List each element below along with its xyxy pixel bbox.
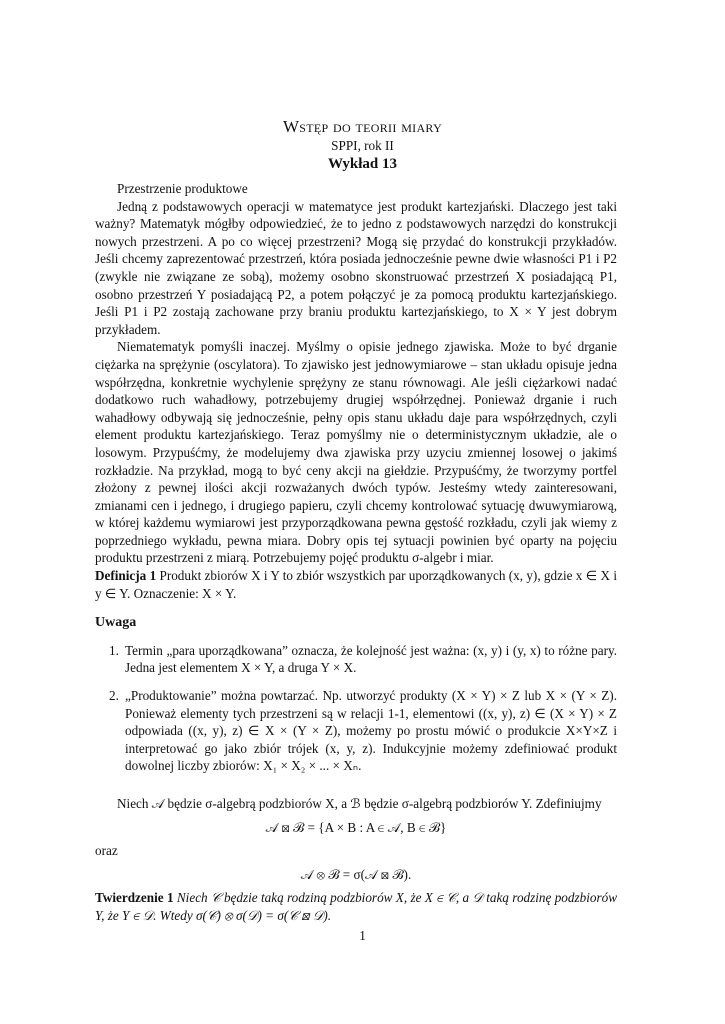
connector-text: oraz (95, 843, 118, 859)
body-text (95, 180, 617, 925)
list-item (95, 687, 617, 775)
remark-list (95, 642, 617, 775)
list-item-text: Termin „para uporządkowana” oznacza, że kolejność jest ważna: (x, y) i (y, x) to różne pary. Jedna jest elementem X × Y, a druga Y × X. (125, 642, 617, 676)
paragraph-non-mathematician: Niematematyk pomyśli inaczej. Myślmy o opisie jednego zjawiska. Może to być drganie ciężarka na sprężynie (oscylatora). To zjawisko jest jednowymiarowe – stan układu opisuje jedna współrzędna, konkretnie wychylenie sprężyny ze stanu równowagi. Ale jeśli ciężarkowi nadać dodatkowo ruch wahadłowy, potrzebujemy drugiej współrzędnej. Ponieważ drganie i ruch wahadłowy odbywają się jednocześnie, pełny opis stanu układu daje para współrzędnych, czyli element produktu kartezjańskiego. Teraz pomyślmy nie o deterministycznym układzie, ale o losowym. Przypuśćmy, że modelujemy dwa zjawiska przy uzyciu zmiennej losowej o jakimś rozkładzie. Na przykład, mogą to być ceny akcji na giełdzie. Przypuśćmy, że tworzymy portfel złożony z pewnej ilości akcji rozważanych dwóch typów. Jesteśmy wtedy zainteresowani, zmianami cen i jednego, i drugiego papieru, czyli chcemy kontrolować sytuację dwuwymiarową, w której każdemu wymiarowi jest przyporządkowana pewna gęstość rozkładu, czyli jak wiemy z poprzedniego wykładu, pewna miara. Dobry opis tej sytuacji powinien być oparty na pojęciu produktu przestrzeni z miarą. Potrzebujemy pojęć produktu σ-algebr i miar. (95, 339, 617, 566)
list-item-text: „Produktowanie” można powtarzać. Np. utworzyć produkty (X × Y) × Z lub X × (Y × Z). Ponieważ elementy tych przestrzeni są w relacji 1-1, elementowi ((x, y), z) ∈ (X × Y) × Z odpowiada ((x, y), z) ∈ X × (Y × Z), możemy po prostu mówić o produkcie X×Y×Z i interpretować go jako zbiór trójek (x, y, z). Indukcyjnie możemy zdefiniować produkt dowolnej liczby zbiorów: X₁ × X₂ × ... × Xₙ. (125, 688, 617, 774)
sigma-algebra-intro: Niech 𝒜 będzie σ-algebrą podzbiorów X, a ℬ będzie σ-algebrą podzbiorów Y. Zdefiniujmy (117, 796, 602, 811)
document-subtitle: SPPI, rok II (331, 138, 394, 153)
remark-heading: Uwaga (95, 615, 137, 631)
document-title: Wstęp do teorii miary (282, 117, 443, 136)
list-item (95, 642, 617, 677)
section-heading: Przestrzenie produktowe (117, 181, 248, 196)
theorem-label: Twierdzenie 1 (95, 890, 174, 906)
definition-1 (95, 567, 617, 602)
paragraph-cartesian-product: Jedną z podstawowych operacji w matematyce jest produkt kartezjański. Dlaczego jest taki ważny? Matematyk mógłby odpowiedzieć, że to jedno z podstawowych narzędzi do konstrukcji nowych przestrzeni. A po co więcej przestrzeni? Mogą się przydać do konstrukcji przykładów. Jeśli chcemy zaprezentować przestrzeń, która posiada jednocześnie pewne dwie własności P1 i P2 (zwykle nie związane ze sobą), możemy osobno skonstruować przestrzeń X posiadającą P1, osobno przestrzeń Y posiadającą P2, a potem połączyć je za pomocą produktu kartezjańskiego. Jeśli P1 i P2 zostają zachowane przy braniu produktu kartezjańskiego, to X × Y jest dobrym przykładem. (95, 198, 617, 337)
list-item-number: 2. (109, 688, 119, 704)
definition-label: Definicja 1 (95, 568, 157, 584)
theorem-1 (95, 889, 617, 924)
title-block (0, 117, 725, 174)
list-item-number: 1. (109, 642, 119, 658)
theorem-text: Niech 𝒞 będzie taką rodziną podzbiorów X, że X ∈ 𝒞, a 𝒟 taką rodzinę podzbiorów Y, że Y ∈ 𝒟. Wtedy σ(𝒞) ⊗ σ(𝒟) = σ(𝒞 ⊠ 𝒟). (95, 890, 618, 923)
page-number: 1 (359, 928, 366, 943)
formula-tensor-product: 𝒜 ⊗ ℬ = σ(𝒜 ⊠ ℬ). (300, 866, 412, 882)
formula-box-product: 𝒜 ⊠ ℬ = {A × B : A ∈ 𝒜, B ∈ ℬ} (265, 819, 447, 835)
definition-text: Produkt zbiorów X i Y to zbiór wszystkich par uporządkowanych (x, y), gdzie x ∈ X i y ∈ Y. Oznaczenie: X × Y. (95, 568, 617, 601)
lecture-number: Wykład 13 (327, 156, 398, 172)
